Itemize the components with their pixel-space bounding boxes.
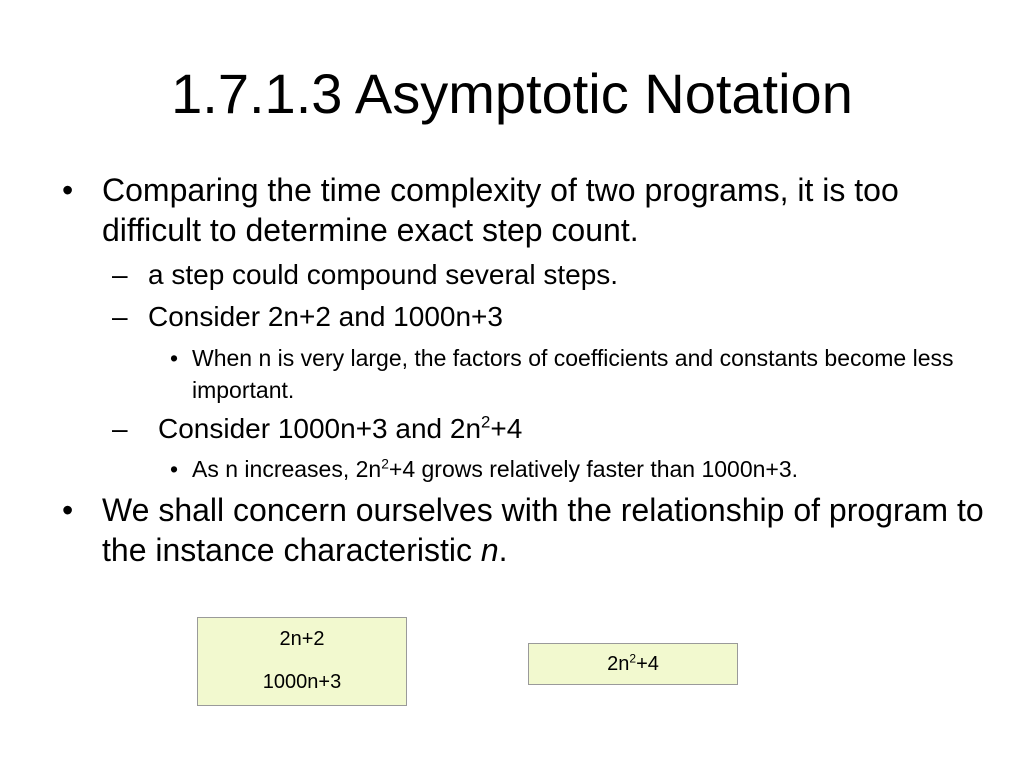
exponent: 2 xyxy=(381,456,389,472)
slide-content xyxy=(60,170,990,578)
dash-marker: – xyxy=(112,301,128,332)
sub-bullet-1 xyxy=(60,258,990,292)
bullet-2 xyxy=(60,490,990,570)
sub-sub-bullet-1 xyxy=(60,342,990,406)
sub-sub-bullet-2 xyxy=(60,454,990,484)
bullet-marker: • xyxy=(170,456,179,482)
dash-marker: – xyxy=(112,413,128,444)
bullet-1-text: Comparing the time complexity of two programs, it is too difficult to determine exact step count. xyxy=(102,172,899,248)
bullet-2-tail: . xyxy=(498,532,508,568)
exponent: 2 xyxy=(629,651,637,666)
bullet-marker: • xyxy=(62,492,74,528)
dash-marker: – xyxy=(112,259,128,290)
sub-bullet-1-text: a step could compound several steps. xyxy=(148,259,619,290)
sub-sub-bullet-2-text: As n increases, 2n xyxy=(192,456,382,482)
exponent: 2 xyxy=(481,412,491,432)
sub-bullet-2-text: Consider 2n+2 and 1000n+3 xyxy=(148,301,503,332)
sub-bullet-3 xyxy=(60,412,990,446)
bullet-2-text: We shall concern ourselves with the relationship of program to the instance characteristic xyxy=(102,492,984,568)
sub-bullet-3-text: Consider 1000n+3 and 2n xyxy=(158,413,482,444)
box-quadratic-base: 2n xyxy=(607,653,630,675)
bullet-1 xyxy=(60,170,990,250)
expression-box-linear xyxy=(197,617,407,706)
expression-box-quadratic xyxy=(528,643,738,685)
sub-sub-bullet-1-text: When n is very large, the factors of coefficients and constants become less important. xyxy=(192,345,954,403)
variable-n: n xyxy=(480,532,499,568)
sub-sub-bullet-2-tail: +4 grows relatively faster than 1000n+3. xyxy=(388,456,799,482)
box-quadratic-tail: +4 xyxy=(636,653,659,675)
bullet-marker: • xyxy=(62,172,74,208)
sub-bullet-3-tail: +4 xyxy=(490,413,523,444)
slide-title: 1.7.1.3 Asymptotic Notation xyxy=(171,62,853,125)
sub-bullet-2 xyxy=(60,300,990,334)
box-line-1000n-plus-3: 1000n+3 xyxy=(262,671,342,693)
box-line-2n-plus-2: 2n+2 xyxy=(279,628,325,650)
bullet-marker: • xyxy=(170,345,179,371)
